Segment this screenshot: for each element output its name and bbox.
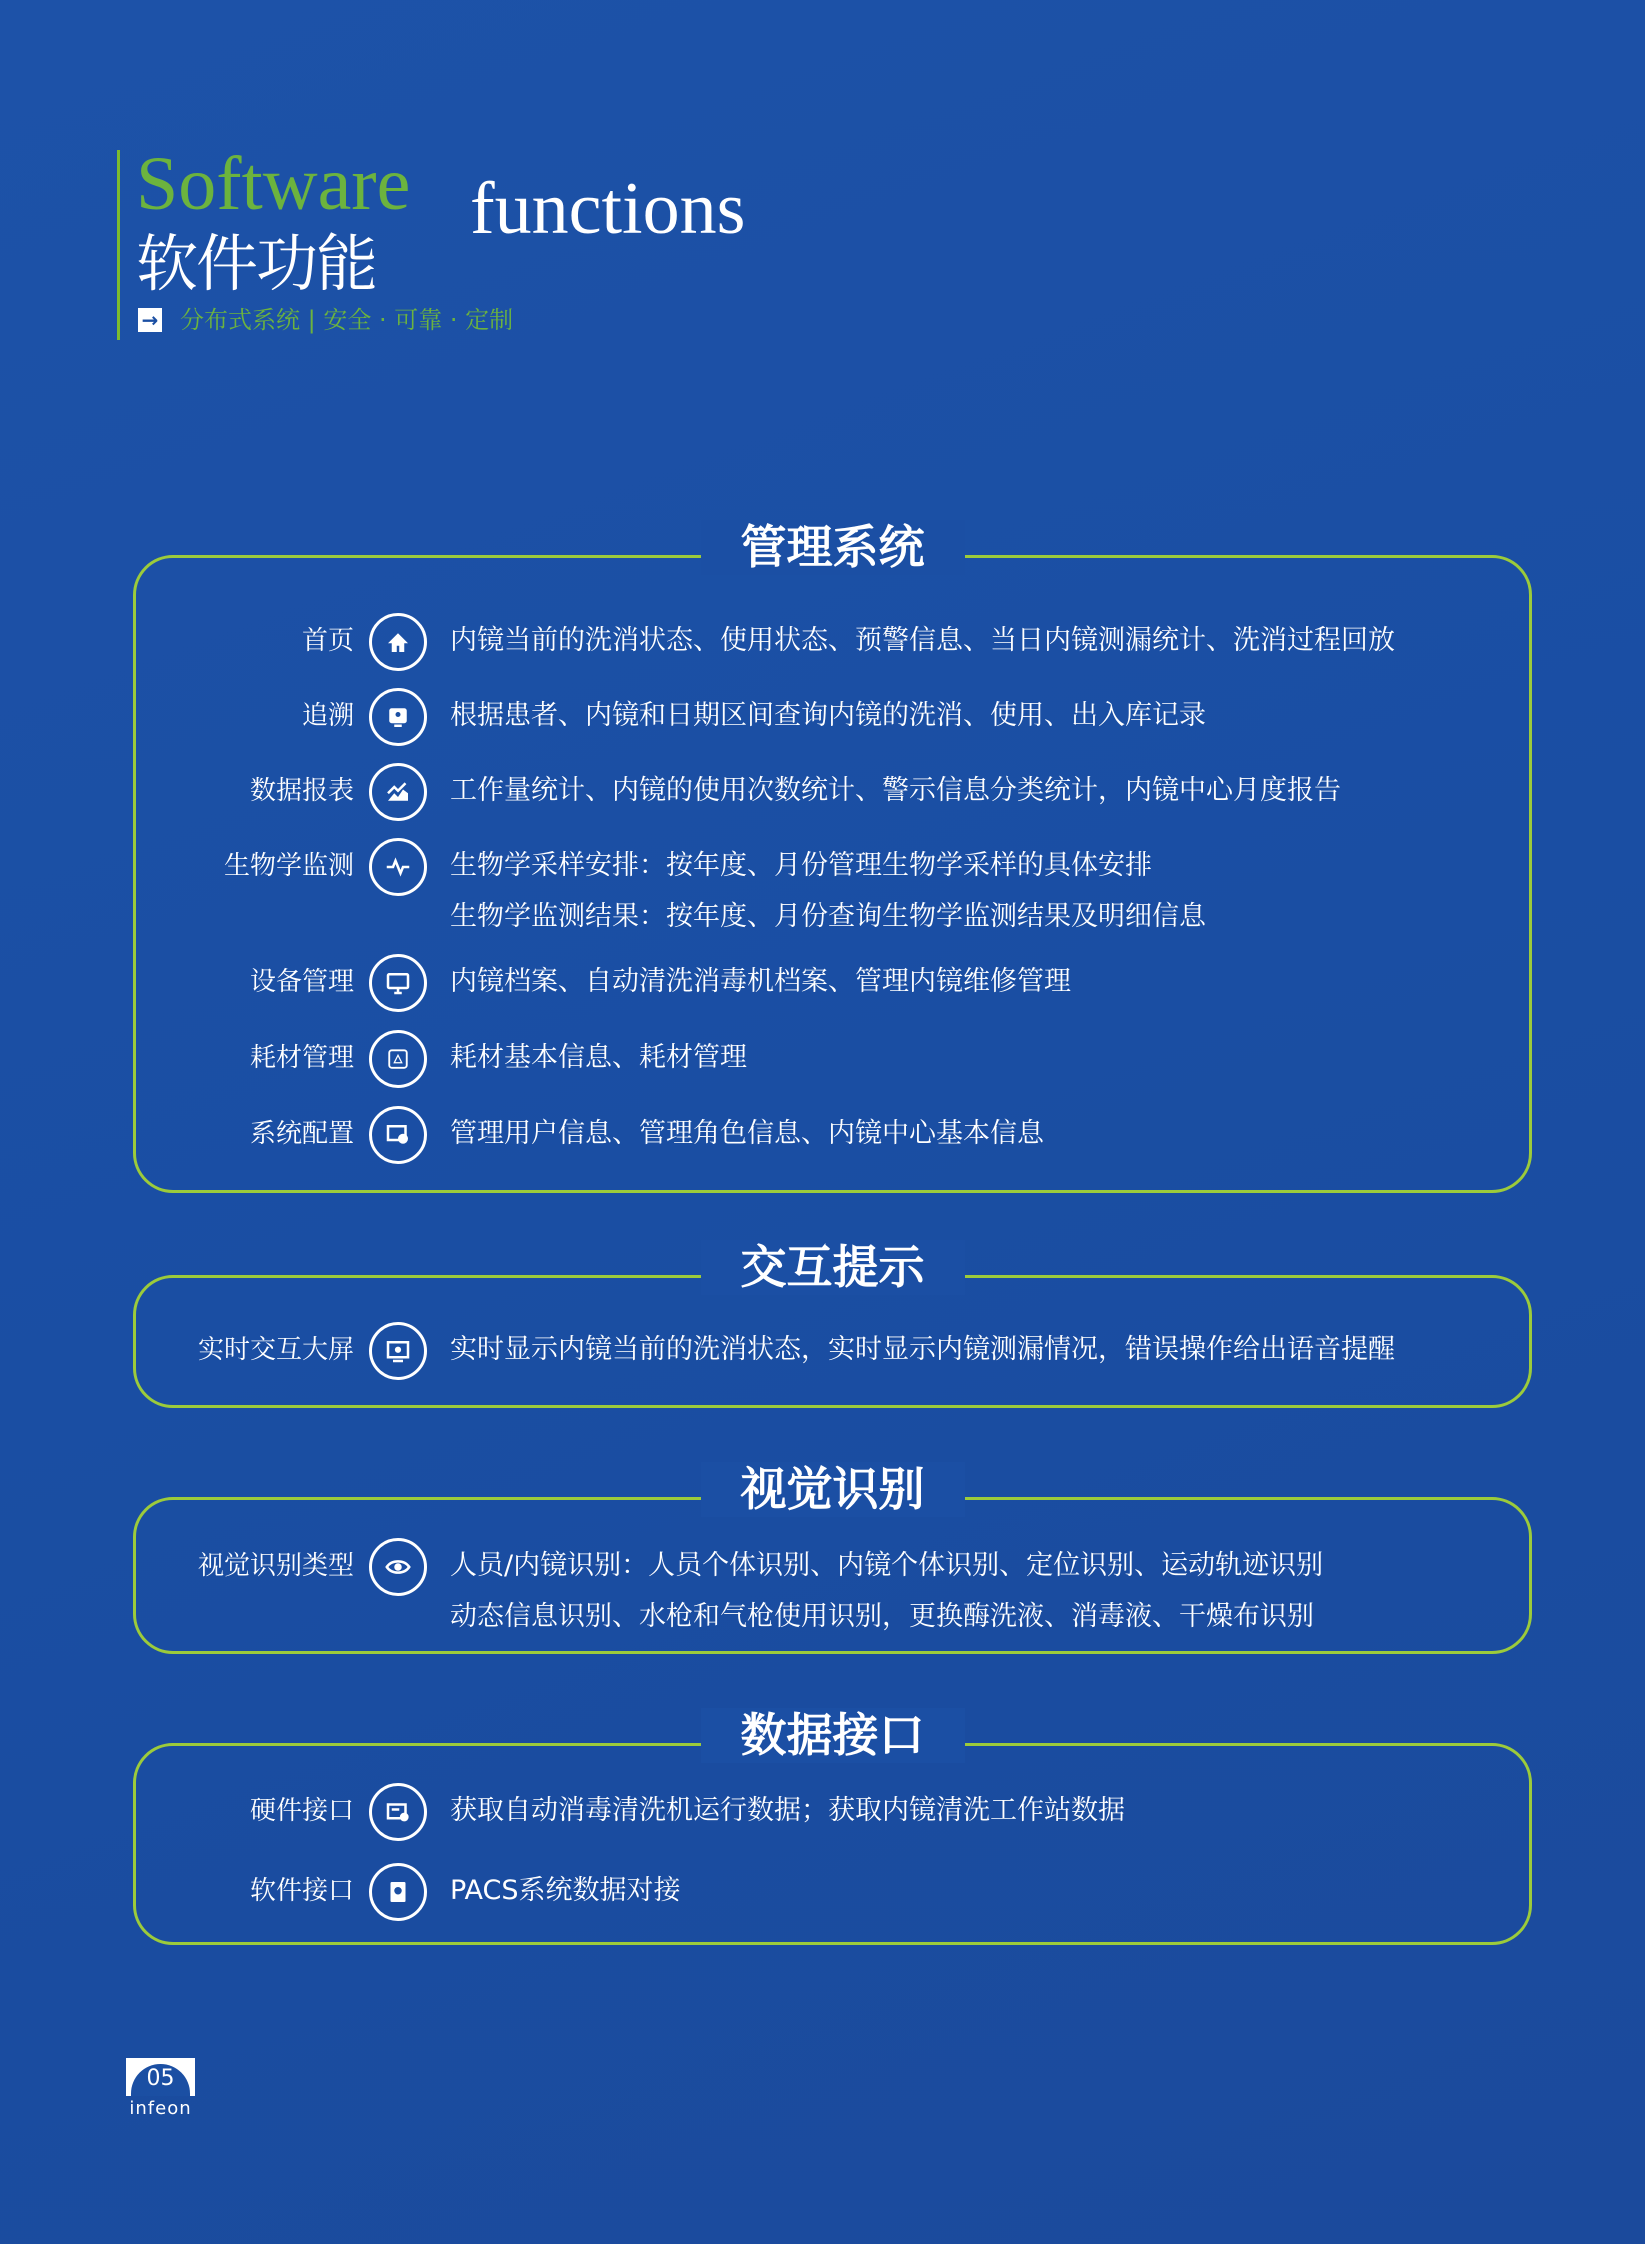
subtitle-text: 分布式系统 | 安全 · 可靠 · 定制: [180, 306, 514, 334]
feature-row: [136, 688, 1529, 748]
arrow-right-icon: →: [138, 308, 162, 332]
hardware-icon: [369, 1783, 427, 1841]
chart-icon: [369, 763, 427, 821]
feature-label: 视觉识别类型: [197, 1551, 354, 1581]
feature-label: 软件接口: [249, 1876, 354, 1906]
brand-name: infeon: [129, 2098, 192, 2119]
title-en-software: Software: [136, 142, 411, 226]
feature-label: 系统配置: [249, 1119, 354, 1149]
feature-description: 根据患者、内镜和日期区间查询内镜的洗消、使用、出入库记录: [450, 700, 1206, 731]
pulse-icon: [369, 838, 427, 896]
section-panel: [133, 520, 1532, 1193]
eye-icon: [369, 1538, 427, 1596]
header-accent-line: [117, 150, 120, 340]
section-panel: [133, 1708, 1532, 1945]
section-title: 管理系统: [701, 520, 965, 575]
feature-row: [136, 1106, 1529, 1166]
monitor-icon: [369, 954, 427, 1012]
feature-row: [136, 1783, 1529, 1843]
home-icon: [369, 613, 427, 671]
feature-row: [136, 1538, 1529, 1632]
section-title: 视觉识别: [701, 1462, 965, 1517]
feature-description: 内镜档案、自动清洗消毒机档案、管理内镜维修管理: [450, 966, 1071, 997]
feature-row: [136, 763, 1529, 823]
feature-row: [136, 1322, 1529, 1382]
feature-row: [136, 838, 1529, 932]
supplies-icon: [369, 1030, 427, 1088]
subtitle: [138, 306, 513, 335]
feature-description: 获取自动消毒清洗机运行数据；获取内镜清洗工作站数据: [450, 1795, 1125, 1826]
feature-label: 设备管理: [249, 967, 354, 997]
feature-description: 管理用户信息、管理角色信息、内镜中心基本信息: [450, 1118, 1044, 1149]
trace-icon: [369, 688, 427, 746]
page-logo: [126, 2058, 195, 2120]
feature-label: 数据报表: [249, 776, 354, 806]
feature-description: 生物学监测结果：按年度、月份查询生物学监测结果及明细信息: [450, 901, 1206, 932]
page-title: 软件功能: [136, 227, 377, 300]
feature-row: [136, 613, 1529, 673]
feature-label: 实时交互大屏: [197, 1335, 354, 1365]
feature-description: 生物学采样安排：按年度、月份管理生物学采样的具体安排: [450, 850, 1152, 881]
feature-label: 生物学监测: [223, 851, 354, 881]
feature-description: 内镜当前的洗消状态、使用状态、预警信息、当日内镜测漏统计、洗消过程回放: [450, 625, 1395, 656]
section-panel: [133, 1462, 1532, 1654]
section-panel: [133, 1240, 1532, 1408]
section-title: 数据接口: [701, 1708, 965, 1763]
feature-label: 硬件接口: [249, 1796, 354, 1826]
feature-description: 实时显示内镜当前的洗消状态，实时显示内镜测漏情况，错误操作给出语音提醒: [450, 1334, 1395, 1365]
feature-description: 人员/内镜识别：人员个体识别、内镜个体识别、定位识别、运动轨迹识别: [450, 1550, 1324, 1581]
feature-label: 追溯: [301, 701, 354, 731]
section-title: 交互提示: [701, 1240, 965, 1295]
feature-description: PACS系统数据对接: [450, 1875, 681, 1906]
feature-label: 耗材管理: [249, 1043, 354, 1073]
feature-row: [136, 1863, 1529, 1923]
page-number: 05: [146, 2066, 175, 2091]
feature-row: [136, 954, 1529, 1014]
settings-icon: [369, 1106, 427, 1164]
screen-icon: [369, 1322, 427, 1380]
feature-label: 首页: [301, 626, 354, 656]
feature-description: 工作量统计、内镜的使用次数统计、警示信息分类统计，内镜中心月度报告: [450, 775, 1341, 806]
software-icon: [369, 1863, 427, 1921]
feature-row: [136, 1030, 1529, 1090]
title-en-functions: functions: [470, 168, 746, 250]
feature-description: 动态信息识别、水枪和气枪使用识别，更换酶洗液、消毒液、干燥布识别: [450, 1601, 1314, 1632]
feature-description: 耗材基本信息、耗材管理: [450, 1042, 747, 1073]
